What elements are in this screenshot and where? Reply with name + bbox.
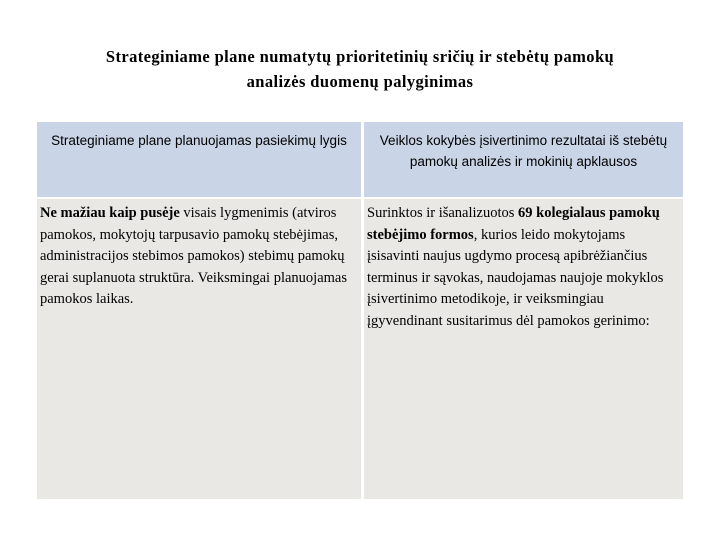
table-header-planned-level: Strateginiame plane planuojamas pasiekimų lygis: [37, 122, 361, 197]
slide-title: [40, 44, 680, 94]
table-header-assessment-results: Veiklos kokybės įsivertinimo rezultatai iš stebėtų pamokų analizės ir mokinių apklausos: [364, 122, 683, 197]
planned-level-text: visais lygmenimis (atviros pamokos, mokytojų tarpusavio pamokų stebėjimas, administracijos stebimos pamokos) stebimų pamokų gerai suplanuota struktūra. Veiksmingai planuojamas pamokos laikas.: [40, 205, 347, 307]
table-cell-assessment-results: [364, 199, 683, 499]
slide-title-line-2: analizės duomenų palyginimas: [246, 72, 474, 91]
assessment-emphasis: 69 kolegialaus pamokų stebėjimo formos: [367, 205, 660, 243]
comparison-table: [37, 122, 683, 499]
slide-title-line-1: Strateginiame plane numatytų prioritetinių sričių ir stebėtų pamokų: [105, 47, 615, 66]
assessment-text-intro: Surinktos ir išanalizuotos: [367, 205, 519, 221]
assessment-text-rest: , kurios leido mokytojams įsisavinti naujus ugdymo procesą apibrėžiančius terminus ir sąvokas, naudojamas naujoje mokyklos įsivertinimo metodikoje, ir veiksmingiau įgyvendinant susitarimus dėl pamokos gerinimo:: [367, 226, 664, 329]
table-cell-planned-level: [37, 199, 361, 499]
planned-level-emphasis: Ne mažiau kaip pusėje: [40, 205, 180, 221]
